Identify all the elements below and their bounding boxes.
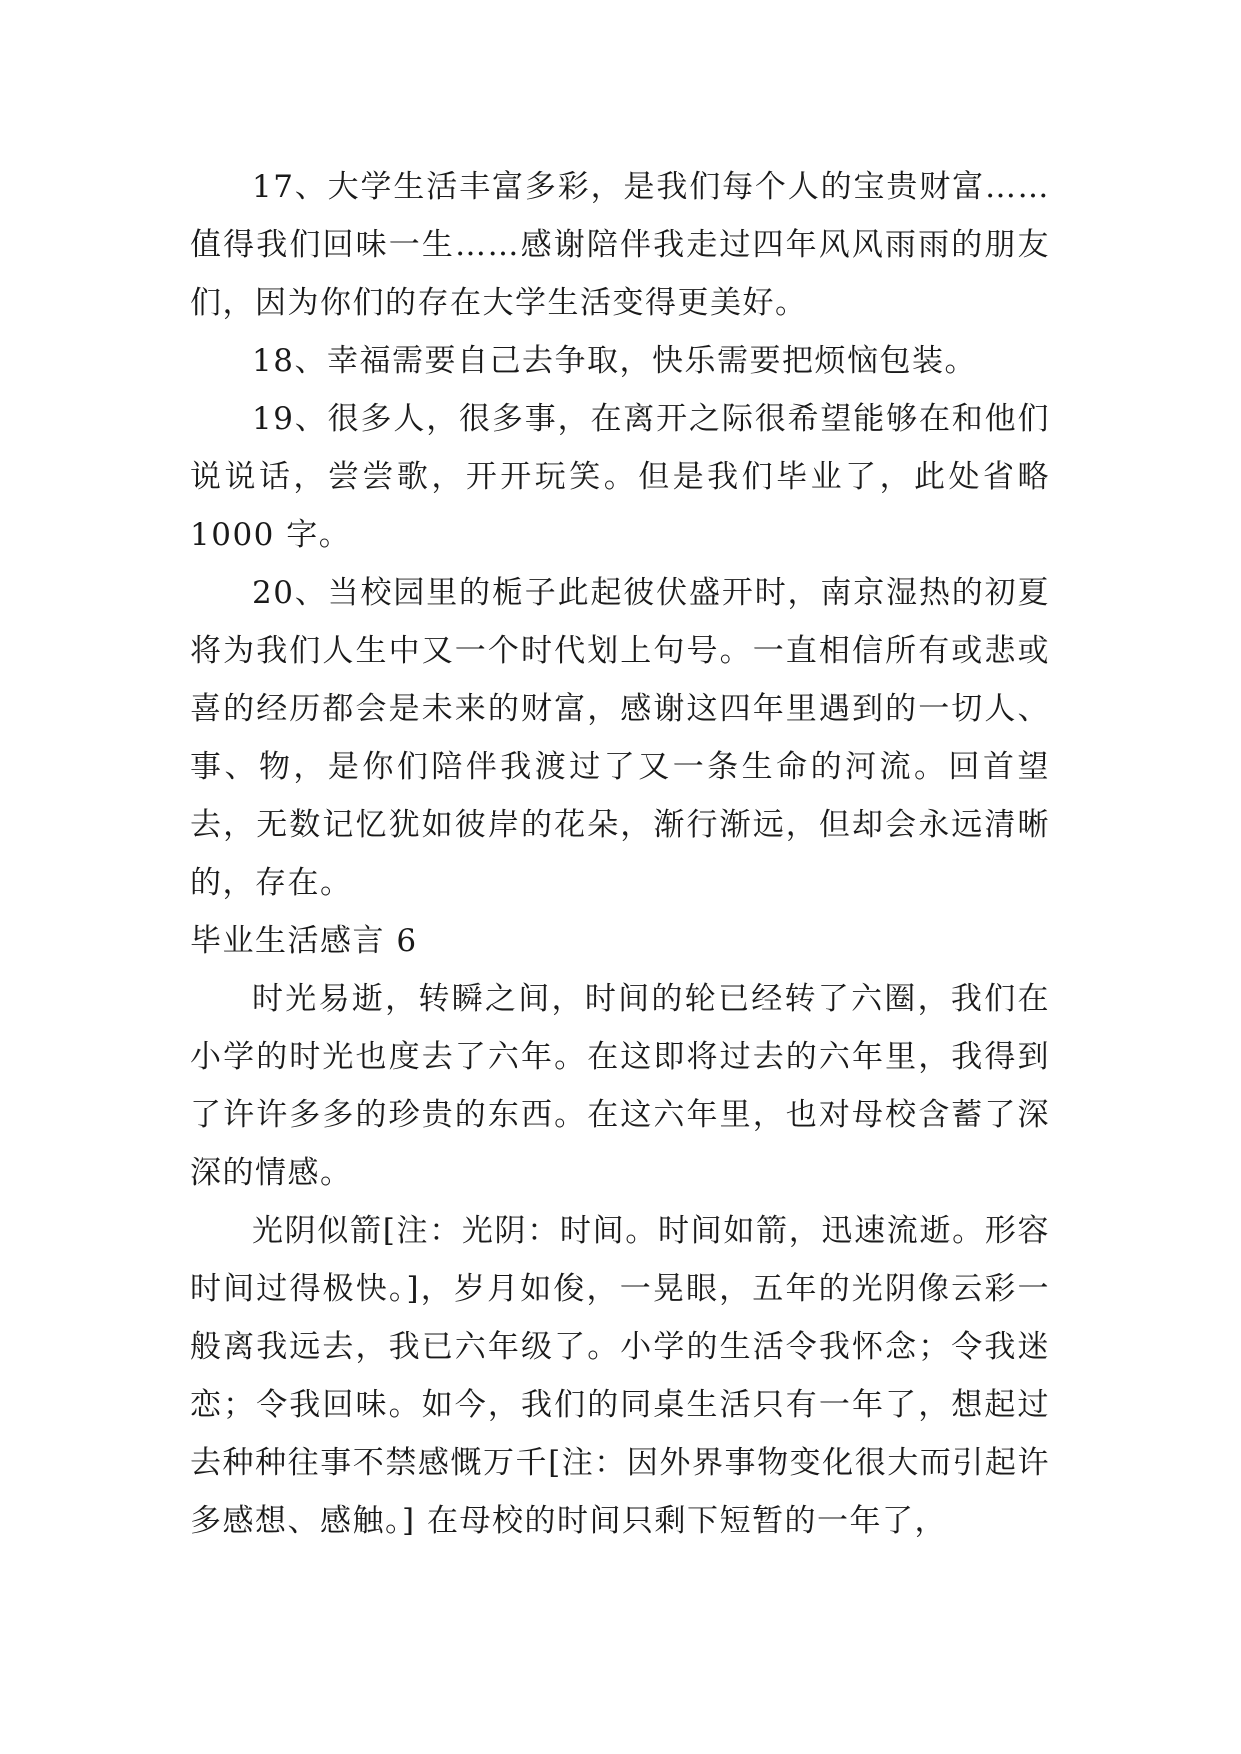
paragraph-item-18: 18、幸福需要自己去争取，快乐需要把烦恼包装。 [252, 343, 977, 379]
document-body [190, 158, 1050, 1550]
paragraph-time-flies: 光阴似箭[注：光阴：时间。时间如箭，迅速流逝。形容时间过得极快。]，岁月如俊，一晃眼，五年的光阴像云彩一般离我远去，我已六年级了。小学的生活令我怀念；令我迷恋；令我回味。如今，我们的同桌生活只有一年了，想起过去种种往事不禁感慨万千[注：因外界事物变化很大而引起许多感想、感触。] 在母校的时间只剩下短暂的一年了， [190, 1213, 1050, 1539]
paragraph-item-20: 20、当校园里的栀子此起彼伏盛开时，南京湿热的初夏将为我们人生中又一个时代划上句号。一直相信所有或悲或喜的经历都会是未来的财富，感谢这四年里遇到的一切人、事、物，是你们陪伴我渡过了又一条生命的河流。回首望去，无数记忆犹如彼岸的花朵，渐行渐远，但却会永远清晰的，存在。 [190, 575, 1050, 901]
paragraph-time-passes: 时光易逝，转瞬之间，时间的轮已经转了六圈，我们在小学的时光也度去了六年。在这即将过去的六年里，我得到了许许多多的珍贵的东西。在这六年里，也对母校含蓄了深深的情感。 [190, 981, 1050, 1191]
paragraph-item-19: 19、很多人，很多事，在离开之际很希望能够在和他们说说话，尝尝歌，开开玩笑。但是我们毕业了，此处省略 1000 字。 [190, 401, 1050, 553]
section-heading: 毕业生活感言 6 [190, 923, 418, 959]
paragraph-item-17: 17、大学生活丰富多彩，是我们每个人的宝贵财富……值得我们回味一生……感谢陪伴我走过四年风风雨雨的朋友们，因为你们的存在大学生活变得更美好。 [190, 169, 1050, 321]
